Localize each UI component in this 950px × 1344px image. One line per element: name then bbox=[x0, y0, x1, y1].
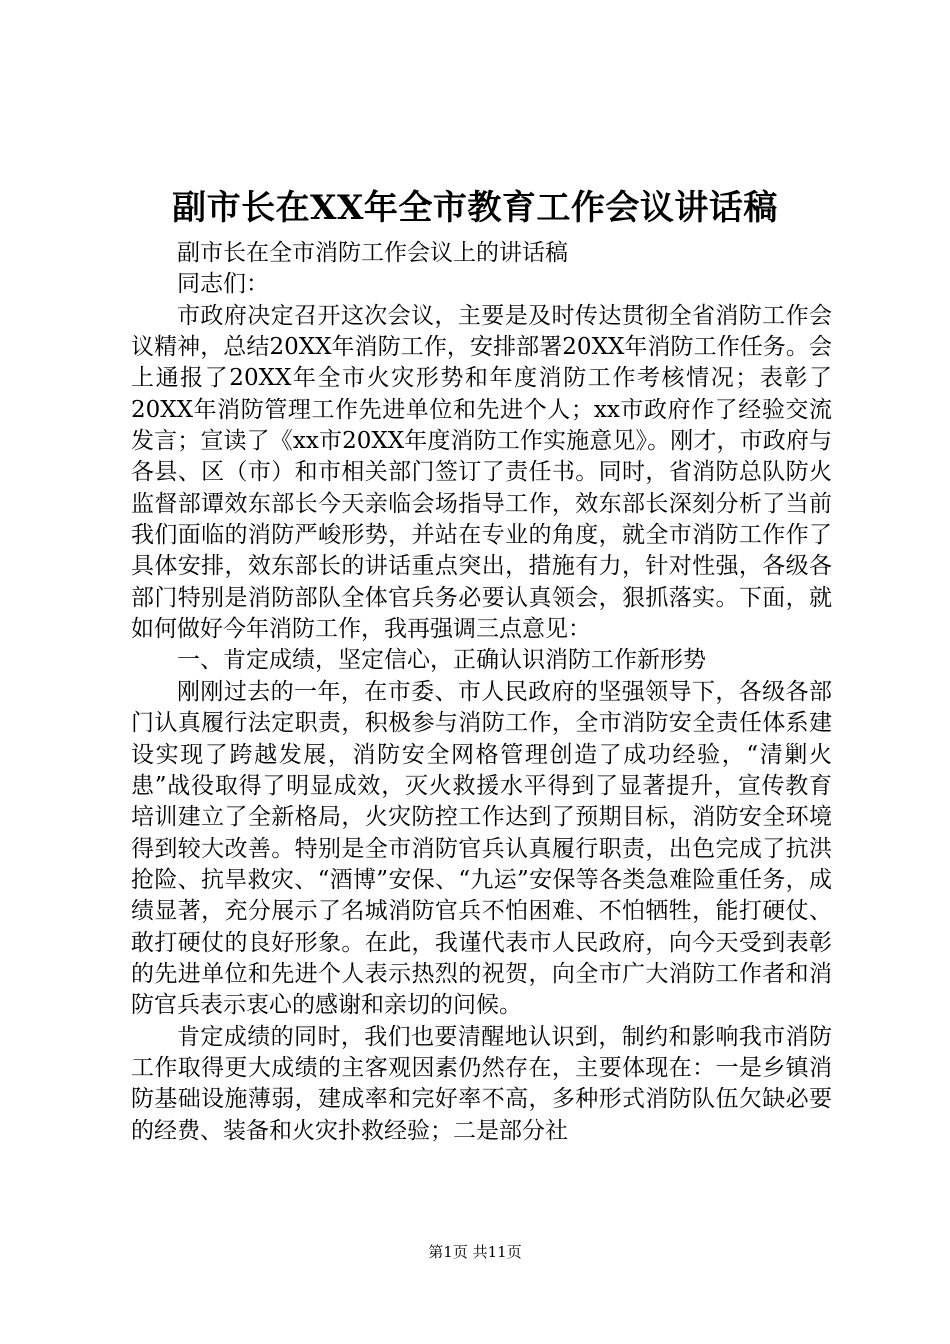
body-paragraph: 市政府决定召开这次会议，主要是及时传达贯彻全省消防工作会议精神，总结20XX年消防工作，安排部署20XX年消防工作任务。会上通报了20XX年全市火灾形势和年度消防工作考核情况；表彰了20XX年消防管理工作先进单位和先进个人；xx市政府作了经验交流发言；宣读了《xx市20XX年度消防工作实施意见》。刚才，市政府与各县、区（市）和市相关部门签订了责任书。同时，省消防总队防火监督部谭效东部长今天亲临会场指导工作，效东部长深刻分析了当前我们面临的消防严峻形势，并站在专业的角度，就全市消防工作作了具体安排，效东部长的讲话重点突出，措施有力，针对性强，各级各部门特别是消防部队全体官兵务必要认真领会，狠抓落实。下面，就如何做好今年消防工作，我再强调三点意见： bbox=[131, 302, 832, 643]
speech-subtitle: 副市长在全市消防工作会议上的讲话稿 bbox=[177, 240, 568, 266]
body-paragraph: 肯定成绩的同时，我们也要清醒地认识到，制约和影响我市消防工作取得更大成绩的主客观因素仍然存在，主要体现在：一是乡镇消防基础设施薄弱，建成率和完好率不高，多种形式消防队伍欠缺必要的经费、装备和火灾扑救经验；二是部分社 bbox=[131, 1023, 832, 1144]
document-title: 副市长在XX年全市教育工作会议讲话稿 bbox=[172, 188, 778, 228]
page-footer: 第1页 共11页 bbox=[428, 1243, 522, 1261]
section-heading: 一、肯定成绩，坚定信心，正确认识消防工作新形势 bbox=[177, 647, 706, 674]
document-body bbox=[131, 238, 832, 1147]
salutation: 同志们： bbox=[177, 271, 269, 298]
body-paragraph: 刚刚过去的一年，在市委、市人民政府的坚强领导下，各级各部门认真履行法定职责，积极参与消防工作，全市消防安全责任体系建设实现了跨越发展，消防安全网格管理创造了成功经验，“清剿火患”战役取得了明显成效，灭火救援水平得到了显著提升，宣传教育培训建立了全新格局，火灾防控工作达到了预期目标，消防安全环境得到较大改善。特别是全市消防官兵认真履行职责，出色完成了抗洪抢险、抗旱救灾、“酒博”安保、“九运”安保等各类急难险重任务，成绩显著，充分展示了名城消防官兵不怕困难、不怕牺牲，能打硬仗、敢打硬仗的良好形象。在此，我谨代表市人民政府，向今天受到表彰的先进单位和先进个人表示热烈的祝贺，向全市广大消防工作者和消防官兵表示衷心的感谢和亲切的问候。 bbox=[131, 678, 832, 1019]
